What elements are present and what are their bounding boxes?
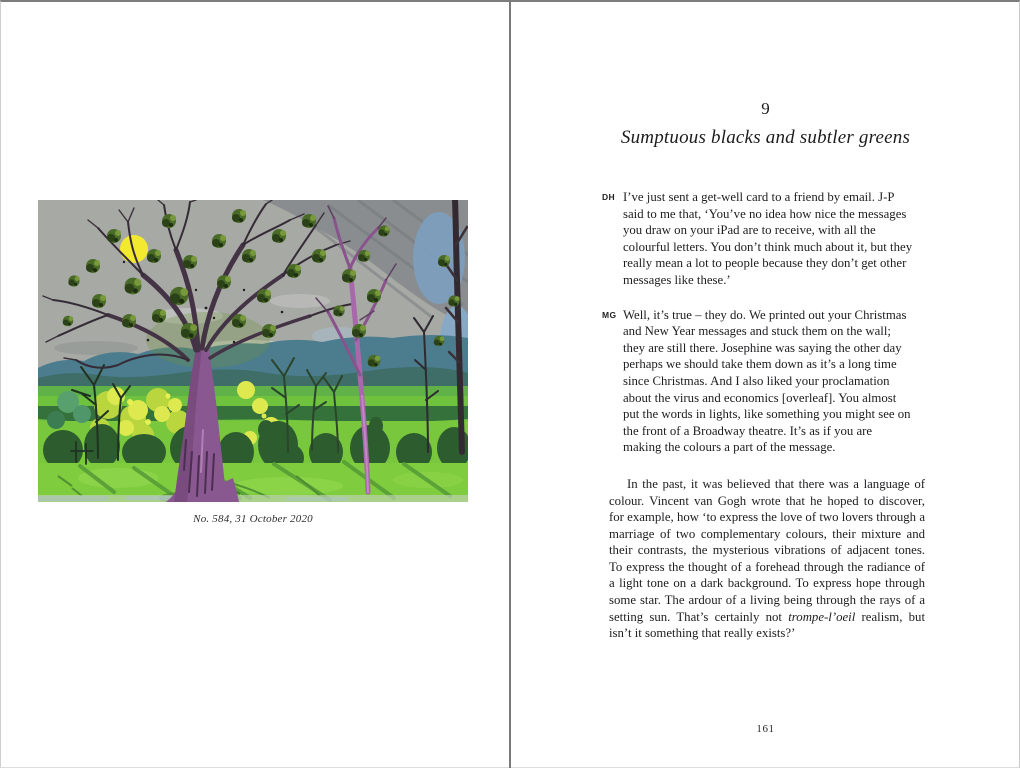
right-page [511, 0, 1020, 768]
paragraph-after: realism, but isn’t it something that really exists?’ [609, 609, 925, 641]
narration-paragraph [609, 476, 925, 642]
painting-trees-landscape [38, 200, 468, 502]
page-number: 161 [756, 723, 775, 735]
dialogue-row-dh [602, 189, 926, 289]
dialogue-text-dh: I’ve just sent a get-well card to a friend by email. J-P said to me that, ‘You’ve no idea how nice the messages you draw on your iPad are to receive, with all the colourful letters. You don’t think much about it, but they really mean a lot to people because they don’t get other messages like these.’ [623, 190, 913, 287]
artwork-ipad-painting [38, 200, 468, 502]
speaker-label-dh: DH [602, 192, 616, 202]
chapter-title: Sumptuous blacks and subtler greens [620, 127, 911, 148]
paragraph-before: In the past, it was believed that there was a language of colour. Vincent van Gogh wrote that he hoped to discover, for example, how ‘to express the love of two lovers through a marriage of two complementary colours, their mixture and their contrasts, the mysterious vibrations of adjacent tones. To express the thought of a forehead through the radiance of a light tone on a dark background. To express hope through some star. The ardour of a living being through the rays of a setting sun. That’s certainly not [609, 476, 925, 624]
dialogue-row-mg [602, 307, 926, 456]
chapter-number: 9 [761, 99, 770, 118]
left-page [0, 0, 509, 768]
sun [120, 235, 148, 263]
foreground-grass [38, 462, 468, 502]
dialogue-text-mg: Well, it’s true – they do. We printed out your Christmas and New Year messages and stuck them on the wall; they are still there. Josephine was saying the other day perhaps we should take them down as it’s a long time since Christmas. And I also liked your proclamation about the virus and economics [overleaf]. You almost put the words in lights, like something you might see on the front of a Broadway theatre. It’s as if you are making the colours a part of the message. [623, 307, 911, 455]
text-column [602, 189, 926, 655]
speaker-label-mg: MG [602, 309, 617, 320]
artwork-caption: No. 584, 31 October 2020 [193, 513, 313, 525]
paragraph-italic-term: trompe-l’oeil [788, 609, 856, 624]
